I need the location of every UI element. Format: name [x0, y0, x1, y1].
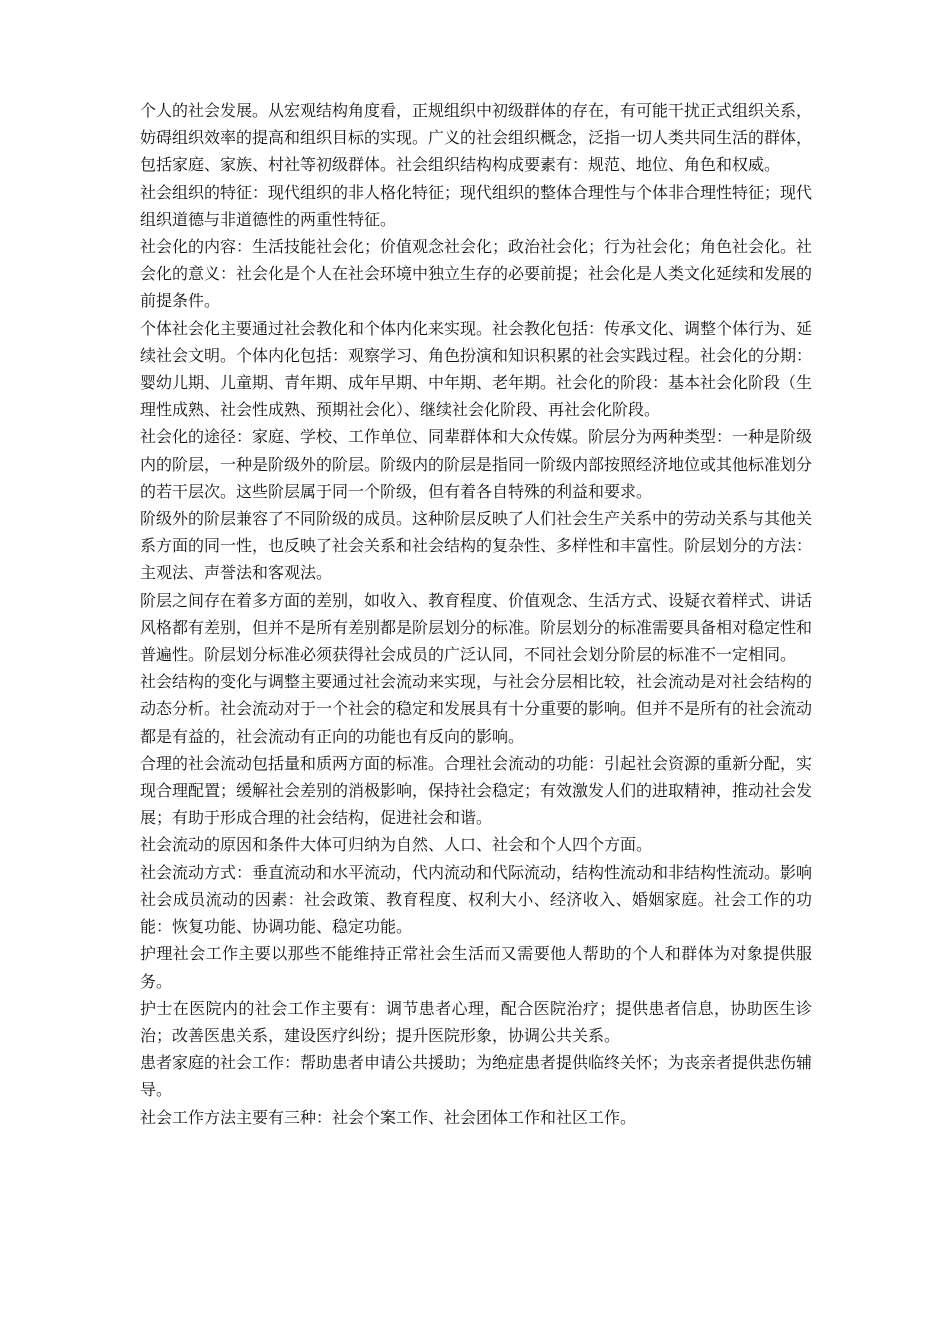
paragraph-6: 阶级外的阶层兼容了不同阶级的成员。这种阶层反映了人们社会生产关系中的劳动关系与其他关系方面的同一性，也反映了社会关系和社会结构的复杂性、多样性和丰富性。阶层划分的方法：主观法、声誉法和客观法。	[140, 509, 813, 583]
paragraph-9: 合理的社会流动包括量和质两方面的标准。合理社会流动的功能：引起社会资源的重新分配，实现合理配置；缓解社会差别的消极影响，保持社会稳定；有效激发人们的进取精神，推动社会发展；有助于形成合理的社会结构，促进社会和谐。	[140, 753, 813, 828]
paragraph-2: 社会组织的特征：现代组织的非人格化特征；现代组织的整体合理性与个体非合理性特征；现代组织道德与非道德性的两重性特征。	[140, 182, 813, 229]
paragraph-10: 社会流动的原因和条件大体可归纳为自然、人口、社会和个人四个方面。	[140, 835, 653, 855]
paragraph-12: 护理社会工作主要以那些不能维持正常社会生活而又需要他人帮助的个人和群体为对象提供服务。	[140, 944, 812, 991]
paragraph-11: 社会流动方式：垂直流动和水平流动，代内流动和代际流动，结构性流动和非结构性流动。影响社会成员流动的因素：社会政策、教育程度、权利大小、经济收入、婚姻家庭。社会工作的功能：恢复功能、协调功能、稳定功能。	[140, 862, 813, 937]
paragraph-14: 患者家庭的社会工作：帮助患者申请公共援助；为绝症患者提供临终关怀；为丧亲者提供悲伤辅导。	[140, 1053, 813, 1100]
paragraph-15: 社会工作方法主要有三种：社会个案工作、社会团体工作和社区工作。	[140, 1107, 637, 1127]
document-body	[140, 97, 812, 1131]
paragraph-5: 社会化的途径：家庭、学校、工作单位、同辈群体和大众传媒。阶层分为两种类型：一种是阶级内的阶层，一种是阶级外的阶层。阶级内的阶层是指同一阶级内部按照经济地位或其他标准划分的若干层次。这些阶层属于同一个阶级，但有着各自特殊的利益和要求。	[140, 427, 813, 501]
paragraph-8: 社会结构的变化与调整主要通过社会流动来实现，与社会分层相比较，社会流动是对社会结构的动态分析。社会流动对于一个社会的稳定和发展具有十分重要的影响。但并不是所有的社会流动都是有益的，社会流动有正向的功能也有反向的影响。	[140, 672, 813, 746]
paragraph-13: 护士在医院内的社会工作主要有：调节患者心理，配合医院治疗；提供患者信息，协助医生诊治；改善医患关系，建设医疗纠纷；提升医院形象，协调公共关系。	[140, 998, 812, 1045]
paragraph-3: 社会化的内容：生活技能社会化；价值观念社会化；政治社会化；行为社会化；角色社会化。社会化的意义：社会化是个人在社会环境中独立生存的必要前提；社会化是人类文化延续和发展的前提条件。	[140, 237, 813, 311]
paragraph-7: 阶层之间存在着多方面的差别，如收入、教育程度、价值观念、生活方式、设疑衣着样式、讲话风格都有差别，但并不是所有差别都是阶层划分的标准。阶层划分的标准需要具备相对稳定性和普遍性。阶层划分标准必须获得社会成员的广泛认同，不同社会划分阶层的标准不一定相同。	[140, 590, 813, 665]
paragraph-1: 个人的社会发展。从宏观结构角度看，正规组织中初级群体的存在，有可能干扰正式组织关系，妨碍组织效率的提高和组织目标的实现。广义的社会组织概念，泛指一切人类共同生活的群体，包括家庭、家族、村社等初级群体。社会组织结构构成要素有：规范、地位、角色和权威。	[140, 101, 813, 175]
paragraph-4: 个体社会化主要通过社会教化和个体内化来实现。社会教化包括：传承文化、调整个体行为、延续社会文明。个体内化包括：观察学习、角色扮演和知识积累的社会实践过程。社会化的分期：婴幼儿期、儿童期、青年期、成年早期、中年期、老年期。社会化的阶段：基本社会化阶段（生理性成熟、社会性成熟、预期社会化）、继续社会化阶段、再社会化阶段。	[140, 318, 813, 420]
